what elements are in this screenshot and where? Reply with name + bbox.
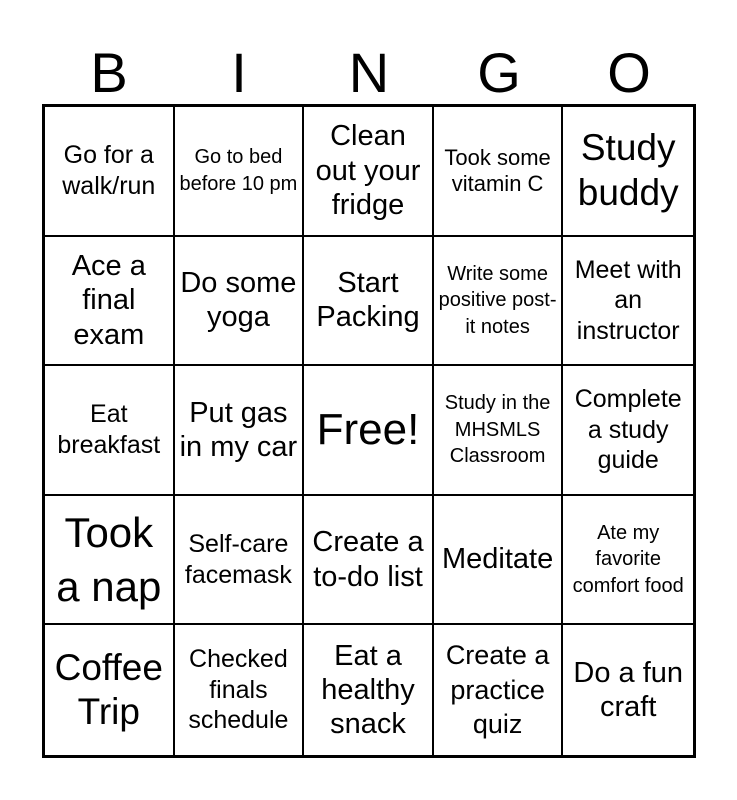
bingo-cell-free[interactable] xyxy=(304,366,434,496)
bingo-cell[interactable] xyxy=(45,107,175,237)
bingo-cell[interactable] xyxy=(175,496,305,626)
bingo-cell[interactable] xyxy=(304,496,434,626)
bingo-cell[interactable] xyxy=(45,366,175,496)
cell-text: Write some positive post-it notes xyxy=(438,262,557,338)
cell-text: Go to bed before 10 pm xyxy=(179,146,298,195)
cell-text: Go for a walk/run xyxy=(62,141,156,200)
bingo-cell[interactable] xyxy=(304,107,434,237)
bingo-cell[interactable] xyxy=(563,237,693,367)
cell-text: Create a to-do list xyxy=(312,526,424,593)
bingo-cell[interactable] xyxy=(304,625,434,755)
free-space-text: Free! xyxy=(316,405,420,455)
cell-text: Took some vitamin C xyxy=(444,144,551,196)
header-letter-b: B xyxy=(90,41,128,104)
header-letter-i: I xyxy=(231,41,247,104)
cell-text: Put gas in my car xyxy=(179,396,298,463)
bingo-header xyxy=(44,40,694,106)
bingo-cell[interactable] xyxy=(563,496,693,626)
cell-text: Took a nap xyxy=(56,508,162,610)
bingo-cell[interactable] xyxy=(304,237,434,367)
cell-text: Clean out your fridge xyxy=(315,120,421,221)
cell-text: Ate my favorite comfort food xyxy=(572,522,684,597)
bingo-cell[interactable] xyxy=(175,107,305,237)
cell-text: Do some yoga xyxy=(180,267,297,334)
cell-text: Checked finals schedule xyxy=(188,645,289,735)
header-letter-g: G xyxy=(477,41,521,104)
bingo-cell[interactable] xyxy=(175,366,305,496)
bingo-cell[interactable] xyxy=(434,366,564,496)
cell-text: Study in the MHSMLS Classroom xyxy=(444,392,551,468)
bingo-cell[interactable] xyxy=(45,237,175,367)
bingo-board xyxy=(42,104,696,758)
cell-text: Eat breakfast xyxy=(57,400,161,459)
header-letter-n: N xyxy=(348,41,390,104)
cell-text: Complete a study guide xyxy=(574,385,682,475)
bingo-cell[interactable] xyxy=(434,496,564,626)
cell-text: Do a fun craft xyxy=(573,656,684,724)
cell-text: Create a practice quiz xyxy=(445,640,550,740)
bingo-cell[interactable] xyxy=(45,625,175,755)
bingo-cell[interactable] xyxy=(175,625,305,755)
bingo-cell[interactable] xyxy=(563,366,693,496)
cell-text: Coffee Trip xyxy=(54,646,163,733)
cell-text: Meditate xyxy=(441,543,554,576)
header-letter-o: O xyxy=(607,41,651,104)
bingo-cell[interactable] xyxy=(434,107,564,237)
cell-text: Eat a healthy snack xyxy=(321,639,415,741)
bingo-cell[interactable] xyxy=(45,496,175,626)
cell-text: Self-care facemask xyxy=(184,530,292,589)
bingo-cell[interactable] xyxy=(175,237,305,367)
cell-text: Start Packing xyxy=(316,267,420,334)
bingo-cell[interactable] xyxy=(434,237,564,367)
cell-text: Ace a final exam xyxy=(71,250,146,351)
bingo-cell[interactable] xyxy=(434,625,564,755)
cell-text: Meet with an instructor xyxy=(574,255,682,345)
bingo-cell[interactable] xyxy=(563,107,693,237)
cell-text: Study buddy xyxy=(577,127,679,213)
bingo-cell[interactable] xyxy=(563,625,693,755)
